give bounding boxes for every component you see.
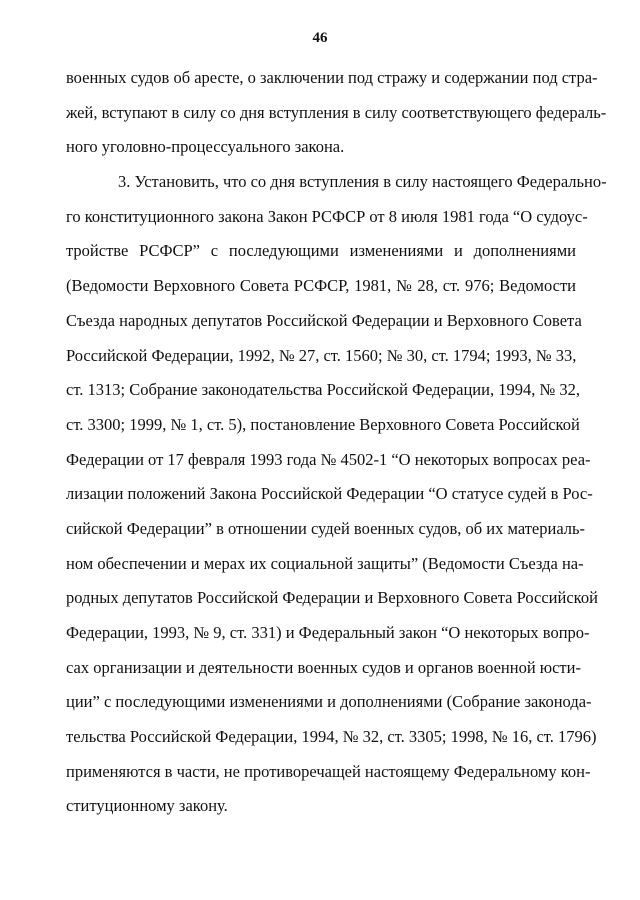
text-line: лизации положений Закона Российской Федерации “О статусе судей в Рос- <box>66 484 593 504</box>
text-line: (Ведомости Верховного Совета РСФСР, 1981, № 28, ст. 976; Ведомости <box>66 276 576 296</box>
text-line: ного уголовно-процессуального закона. <box>66 137 345 157</box>
text-line: ции” с последующими изменениями и дополнениями (Собрание законода- <box>66 692 592 712</box>
text-line: Съезда народных депутатов Российской Федерации и Верховного Совета <box>66 310 582 330</box>
text-line: ст. 3300; 1999, № 1, ст. 5), постановление Верховного Совета Российской <box>66 414 580 434</box>
text-line: ституционному закону. <box>66 796 228 816</box>
text-line: го конституционного закона Закон РСФСР от 8 июля 1981 года “О судоус- <box>66 206 588 226</box>
text-line: ном обеспечении и мерах их социальной защиты” (Ведомости Съезда на- <box>66 553 584 573</box>
page-number: 46 <box>312 30 328 46</box>
text-line: сах организации и деятельности военных судов и органов военной юсти- <box>66 657 581 677</box>
text-line: Федерации от 17 февраля 1993 года № 4502-1 “О некоторых вопросах реа- <box>66 449 591 469</box>
text-line: жей, вступают в силу со дня вступления в силу соответствующего федераль- <box>66 102 607 122</box>
text-line: ст. 1313; Собрание законодательства Российской Федерации, 1994, № 32, <box>66 380 580 400</box>
paragraph-start-line: 3. Установить, что со дня вступления в силу настоящего Федерально- <box>118 172 607 192</box>
text-line: родных депутатов Российской Федерации и Верховного Совета Российской <box>66 588 598 608</box>
text-line: применяются в части, не противоречащей настоящему Федеральному кон- <box>66 761 591 781</box>
document-body <box>66 61 607 824</box>
text-line: Федерации, 1993, № 9, ст. 331) и Федеральный закон “О некоторых вопро- <box>66 623 590 642</box>
text-line: военных судов об аресте, о заключении под стражу и содержании под стра- <box>66 68 598 87</box>
text-line: тельства Российской Федерации, 1994, № 32, ст. 3305; 1998, № 16, ст. 1796) <box>66 727 597 747</box>
text-line: Российской Федерации, 1992, № 27, ст. 1560; № 30, ст. 1794; 1993, № 33, <box>66 345 577 365</box>
text-line: сийской Федерации” в отношении судей военных судов, об их материаль- <box>66 518 586 538</box>
text-line: тройстве РСФСР” с последующими изменениями и дополнениями <box>66 241 576 261</box>
